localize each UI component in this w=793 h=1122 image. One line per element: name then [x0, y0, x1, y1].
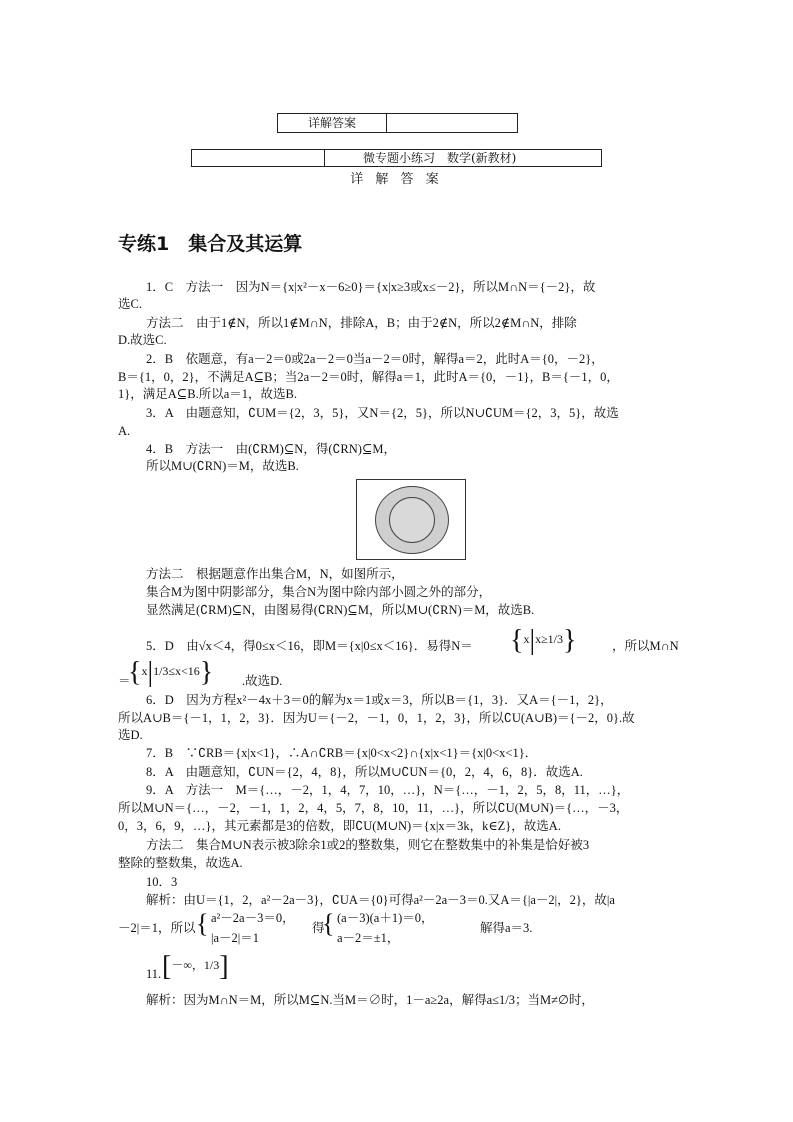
text-line: 解析：由U＝{1，2，a²－2a－3}，∁UA＝{0}可得a²－2a－3＝0.又A＝{|a－2|，2}，故|a	[146, 893, 615, 907]
text-line: 3．A 由题意知，∁UM＝{2，3，5}，又N＝{2，5}，所以N∪∁UM＝{2，3，5}，故选	[146, 406, 619, 420]
book-title: 微专题小练习 数学(新教材)	[363, 151, 517, 165]
equation-line: a²－2a－3＝0，	[211, 911, 295, 925]
text-line: 11.	[146, 967, 162, 981]
book-title-box	[191, 149, 602, 167]
text-line: 集合M为图中阴影部分，集合N为图中除内部小圆之外的部分，	[146, 585, 492, 599]
page-subtitle: 详 解 答 案	[350, 172, 443, 187]
interval-answer: [－∞，1/3]	[162, 950, 229, 982]
equation-line: (a－3)(a＋1)＝0，	[337, 911, 434, 925]
equation-line: |a－2|＝1	[211, 931, 260, 945]
text-line: 2．B 依题意，有a－2＝0或2a－2＝0当a－2＝0时，解得a＝2，此时A＝{0，－2}，	[146, 352, 604, 366]
text-line: 9．A 方法一 M＝{…，－2，1，4，7，10，…}，N＝{…，－1，2，5，8，11，…}，	[146, 783, 630, 797]
text-line: 5．D 由√x＜4，得0≤x＜16，即M＝{x|0≤x＜16}．易得N＝	[146, 639, 473, 653]
text-line: 所以M∪N＝{…，－2，－1，1，2，4，5，7，8，10，11，…}，所以∁U(M∪N)＝{…，－3，	[118, 801, 629, 815]
inner-circle	[389, 497, 435, 543]
text-line: ，所以M∩N	[612, 639, 679, 653]
text-line: 整除的整数集，故选A.	[118, 856, 243, 870]
text-line: 0，3，6，9，…}，其元素都是3的倍数，即∁U(M∪N)＝{x|x＝3k，k∈Z}，故选A.	[118, 819, 561, 833]
text-line: .故选D.	[242, 674, 283, 688]
text-line: B＝{1，0，2}，不满足A⊆B；当2a－2＝0时，解得a＝1，此时A＝{0，－1}，B＝{－1，0，	[118, 370, 619, 384]
text-line: 选D.	[118, 728, 143, 742]
text-line: A.	[118, 424, 131, 438]
text-line: 显然满足(∁RM)⊆N，由图易得(∁RN)⊆M，所以M∪(∁RN)＝M，故选B.	[146, 603, 535, 617]
text-line: －2|＝1，所以	[118, 921, 196, 935]
system-brace-left: {	[196, 909, 209, 938]
text-line: 10．3	[146, 875, 178, 889]
text-line: 解析：因为M∩N＝M，所以M⊆N.当M＝∅时，1－a≥2a，解得a≤1/3；当M≠∅时，	[146, 993, 594, 1007]
text-line: ＝	[118, 674, 131, 688]
text-line: 方法二 根据题意作出集合M，N，如图所示，	[146, 567, 404, 581]
text-line: 得	[312, 921, 325, 935]
system-brace-right: {	[322, 909, 335, 938]
text-line: 解得a＝3.	[480, 921, 533, 935]
set-builder-n: {x|x≥1/3}	[510, 624, 577, 656]
text-line: 7．B ∵∁RB＝{x|x<1}，∴A∩∁RB＝{x|0<x<2}∩{x|x<1}＝{x|0<x<1}．	[146, 746, 538, 760]
set-builder-result: {x|1/3≤x<16}	[128, 656, 214, 688]
text-line: 1}，满足A⊆B.所以a＝1，故选B.	[118, 387, 297, 401]
text-line: 选C.	[118, 297, 142, 311]
equation-line: a－2＝±1，	[337, 931, 400, 945]
text-line: 所以M∪(∁RN)＝M，故选B.	[146, 459, 299, 473]
page-title: 专练1 集合及其运算	[118, 233, 303, 255]
venn-diagram	[356, 479, 466, 560]
text-line: 方法二 集合M∪N表示被3除余1或2的整数集，则它在整数集中的补集是恰好被3	[146, 838, 590, 852]
text-line: D.故选C.	[118, 333, 167, 347]
text-line: 6．D 因为方程x²－4x＋3＝0的解为x＝1或x＝3，所以B＝{1，3}．又A＝{－1，2}，	[146, 693, 613, 707]
answer-label-box	[277, 113, 518, 133]
text-line: 所以A∪B＝{－1，1，2，3}．因为U＝{－2，－1，0，1，2，3}，所以∁U(A∪B)＝{－2，0}.故	[118, 711, 635, 725]
text-line: 4．B 方法一 由(∁RM)⊆N，得(∁RN)⊆M，	[146, 442, 397, 456]
text-line: 方法二 由于1∉N，所以1∉M∩N，排除A，B；由于2∉N，所以2∉M∩N，排除	[146, 316, 577, 330]
text-line: 8．A 由题意知，∁UN＝{2，4，8}，所以M∪∁UN＝{0，2，4，6，8}．故选A.	[146, 765, 583, 779]
text-line: 1．C 方法一 因为N＝{x|x²－x－6≥0}＝{x|x≥3或x≤－2}，所以M∩N＝{－2}，故	[146, 280, 596, 294]
answer-label: 详解答案	[278, 114, 387, 132]
